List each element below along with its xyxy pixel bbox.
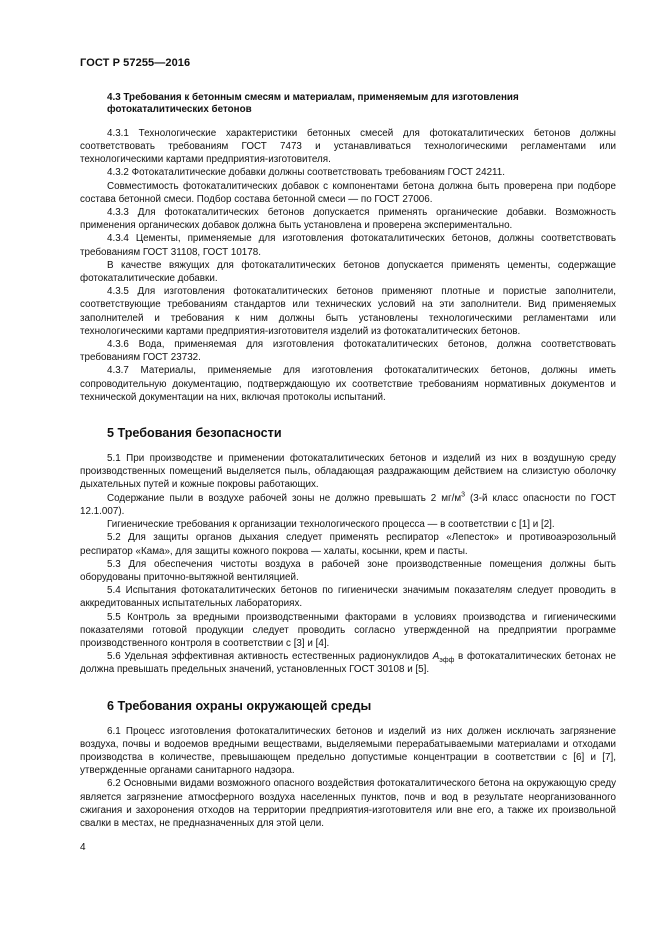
paragraph: 5.5 Контроль за вредными производственными факторами в условиях производства и гигиеническими показателями готовой продукции следует проводить согласно утвержденной на предприятии программе производственного контроля в соответствии с [3] и [4].: [80, 611, 616, 649]
section-6: [80, 699, 616, 831]
paragraph-radionuclides: [80, 650, 616, 676]
paragraph: 5.3 Для обеспечения чистоты воздуха в рабочей зоне производственные помещения должны быть оборудованы приточно-вытяжной вентиляцией.: [80, 558, 616, 583]
section-title: 5 Требования безопасности: [107, 426, 282, 441]
section-5: [80, 426, 616, 676]
paragraph: Совместимость фотокаталитических добавок с компонентами бетона должна быть проверена при подборе состава бетонной смеси. Подбор состава бетонной смеси — по ГОСТ 27006.: [80, 180, 616, 205]
paragraph: 5.2 Для защиты органов дыхания следует применять респиратор «Лепесток» и противоаэрозольный респиратор «Кама», для защиты кожного покрова — халаты, косынки, крем и пасты.: [80, 532, 616, 557]
paragraph-dust-limit: [80, 492, 616, 518]
section-title: 6 Требования охраны окружающей среды: [107, 698, 372, 713]
document-id-header: ГОСТ Р 57255—2016: [80, 57, 191, 69]
page-content: [80, 92, 616, 830]
paragraph: 6.1 Процесс изготовления фотокаталитических бетонов и изделий из них должен исключать загрязнение воздуха, почвы и водоемов вредными веществами, выделяемыми перерабатываемыми материалами и отходами производства в количестве, превышающем предельно допустимые концентрации в соответствии с [6] и [7], утвержденные органами санитарного надзора.: [80, 725, 616, 777]
paragraph: 4.3.4 Цементы, применяемые для изготовления фотокаталитических бетонов, должны соответствовать требованиям ГОСТ 31108, ГОСТ 10178.: [80, 233, 616, 258]
paragraph: В качестве вяжущих для фотокаталитических бетонов допускается применять цементы, содержащие фотокаталитические добавки.: [80, 259, 616, 285]
paragraph: 5.4 Испытания фотокаталитических бетонов по гигиенически значимым показателям следует проводить в аккредитованных испытательных лабораториях.: [80, 585, 616, 610]
paragraph: 4.3.3 Для фотокаталитических бетонов допускается применять органические добавки. Возможность применения органических добавок должна быть установлена и проверена экспериментально.: [80, 207, 616, 232]
paragraph: 4.3.1 Технологические характеристики бетонных смесей для фотокаталитических бетонов должны соответствовать требованиям ГОСТ 7473 и устанавливаться технологическими регламентами или технологическими картами предприятия-изготовителя.: [80, 127, 616, 166]
section-4-3: [80, 92, 616, 404]
activity-symbol: A: [432, 651, 440, 663]
text-fragment: (3-й класс опасности по ГОСТ 12.1.007).: [80, 492, 617, 517]
paragraph: 6.2 Основными видами возможного опасного воздействия фотокаталитического бетона на окружающую среду является загрязнение атмосферного воздуха населенных пунктов, почв и вод в результате неорганизованного сжигания и захоронения отходов на территории предприятия-изготовителя или вне его, а также их произвольной свалки в местах, не предназначенных для этой цели.: [80, 778, 616, 829]
superscript: 3: [461, 491, 466, 499]
page-number: 4: [80, 842, 86, 853]
paragraph: 4.3.6 Вода, применяемая для изготовления фотокаталитических бетонов, должна соответствовать требованиям ГОСТ 23732.: [80, 339, 616, 364]
paragraph: Гигиенические требования к организации технологического процесса — в соответствии с [1] и [2].: [107, 519, 555, 531]
paragraph: 5.1 При производстве и применении фотокаталитических бетонов и изделий из них в воздушную среду производственных помещений выделяется пыль, обладающая раздражающим действием на слизистую оболочку дыхательных путей и кожные покровы работающих.: [80, 453, 616, 491]
paragraph: 4.3.7 Материалы, применяемые для изготовления фотокаталитических бетонов, должны иметь сопроводительную документацию, подтверждающую их соответствие требованиям нормативных документов и технической документации на них, включая протоколы испытаний.: [80, 365, 616, 403]
subsection-title: 4.3 Требования к бетонным смесям и материалам, применяемым для изготовления фотокаталитических бетонов: [107, 92, 519, 116]
text-fragment: Содержание пыли в воздухе рабочей зоны не должно превышать 2 мг/м: [107, 492, 462, 504]
subscript: эфф: [439, 657, 455, 665]
text-fragment: в фотокаталитических бетонах не должна превышать предельных значений, установленных ГОСТ 30108 и [5].: [80, 651, 616, 676]
paragraph: 4.3.2 Фотокаталитические добавки должны соответствовать требованиям ГОСТ 24211.: [107, 167, 506, 179]
paragraph: 4.3.5 Для изготовления фотокаталитических бетонов применяют плотные и пористые заполнители, соответствующие требованиям стандартов или технических условий на эти заполнители. Вид применяемых заполнителей и требования к ним должны быть установлены технологическими регламентами или технологическими картами предприятия-изготовителя изделий из фотокаталитических бетонов.: [80, 286, 616, 337]
text-fragment: 5.6 Удельная эффективная активность естественных радионуклидов: [107, 651, 433, 663]
